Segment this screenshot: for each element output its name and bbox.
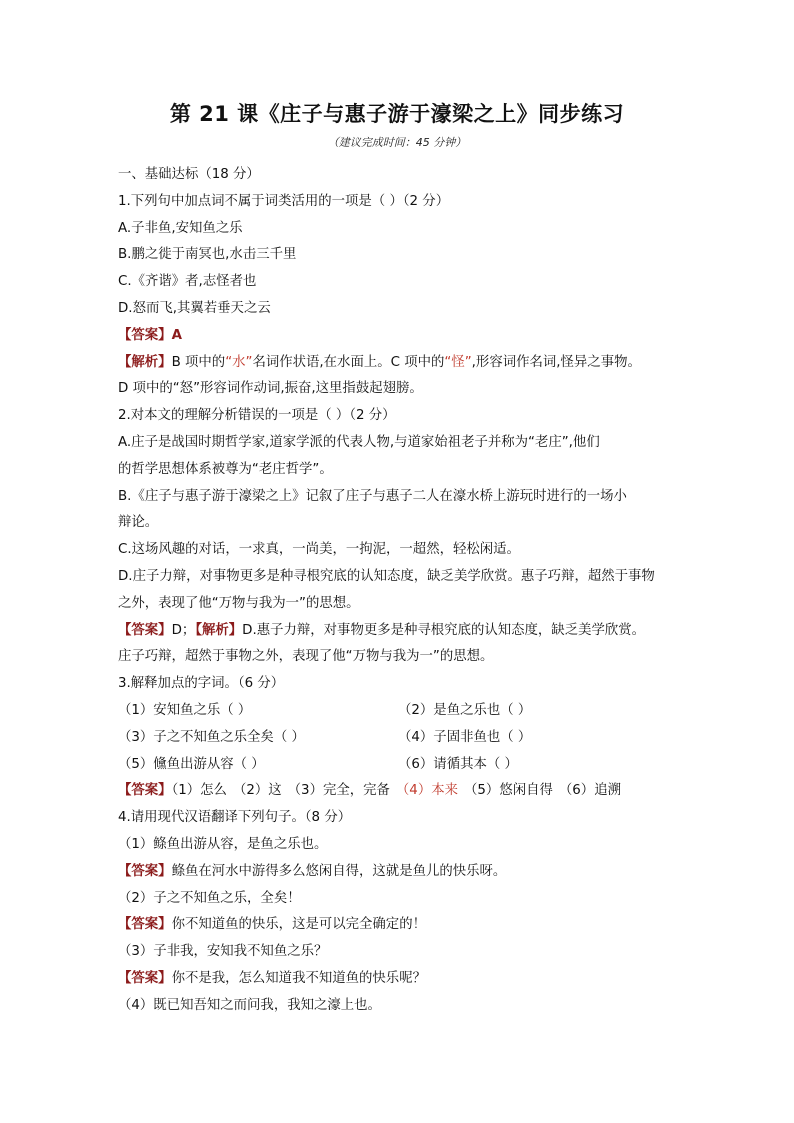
answer-text: 你不是我，怎么知道我不知道鱼的快乐呢？: [171, 970, 426, 986]
q4-item: （3）子非我，安知我不知鱼之乐？: [118, 944, 328, 960]
page-subtitle: （建议完成时间：45 分钟）: [327, 136, 467, 149]
answer-value: D；: [171, 622, 196, 638]
analysis-text: B 项中的: [171, 354, 226, 370]
q1-option-b: B.鹏之徙于南冥也,水击三千里: [118, 247, 297, 263]
question-1-stem: 1.下列句中加点词不属于词类活用的一项是（ ）（2 分）: [118, 193, 450, 209]
answer-value: A: [171, 327, 182, 343]
section-heading: 一、基础达标（18 分）: [118, 167, 260, 182]
q3-row: [118, 725, 678, 752]
q1-analysis-line2: D 项中的“怒”形容词作动词,振奋,这里指鼓起翅膀。: [118, 381, 423, 397]
q3-item: （4）子固非鱼也（ ）: [398, 729, 532, 745]
question-3-stem: 3.解释加点的字词。（6 分）: [118, 676, 285, 692]
q3-row: [118, 698, 678, 725]
answer-text: 你不知道鱼的快乐，这是可以完全确定的！: [171, 917, 426, 933]
q2-option-line: 的哲学思想体系被尊为“老庄哲学”。: [118, 461, 333, 477]
answer-tag: 【答案】: [118, 917, 172, 933]
analysis-tag: 【解析】: [118, 354, 172, 370]
question-2-stem: 2.对本文的理解分析错误的一项是（ ）（2 分）: [118, 408, 396, 424]
q2-option-line: B.《庄子与惠子游于濠梁之上》记叙了庄子与惠子二人在濠水桥上游玩时进行的一场小: [118, 488, 627, 504]
answer-tag: 【答案】: [118, 783, 172, 799]
q2-option-line: A.庄子是战国时期哲学家,道家学派的代表人物,与道家始祖老子并称为“老庄”,他们: [118, 434, 600, 450]
answer-tag: 【答案】: [118, 327, 172, 343]
answer-item: （5）悠闲自得: [464, 783, 553, 799]
q2-option-line: 辩论。: [118, 515, 159, 531]
q2-option-line: 之外，表现了他“万物与我为一”的思想。: [118, 595, 360, 611]
q4-item: （2）子之不知鱼之乐，全矣！: [118, 890, 301, 906]
analysis-highlight: “怪”: [444, 354, 472, 370]
q4-answer: [118, 966, 678, 993]
analysis-text: D.惠子力辩，对事物更多是种寻根究底的认知态度，缺乏美学欣赏。: [242, 622, 646, 638]
q3-row: [118, 752, 678, 779]
analysis-text: ,形容词作名词,怪异之事物。: [471, 354, 641, 370]
answer-tag: 【答案】: [118, 863, 172, 879]
q3-item: （2）是鱼之乐也（ ）: [398, 702, 532, 718]
q1-option-c: C.《齐谐》者,志怪者也: [118, 274, 257, 290]
q1-option-a: A.子非鱼,安知鱼之乐: [118, 220, 243, 236]
answer-item: （1）怎么: [171, 783, 227, 799]
q3-answer: [118, 778, 678, 805]
q1-option-d: D.怒而飞,其翼若垂天之云: [118, 300, 271, 316]
analysis-text: 名词作状语,在水面上。C 项中的: [252, 354, 445, 370]
q2-option-line: C.这场风趣的对话，一求真，一尚美，一拘泥，一超然，轻松闲适。: [118, 542, 520, 558]
question-4-stem: 4.请用现代汉语翻译下列句子。（8 分）: [118, 810, 352, 826]
q4-answer: [118, 912, 678, 939]
document-body: [118, 162, 678, 1020]
q4-item: （1）鲦鱼出游从容，是鱼之乐也。: [118, 836, 328, 852]
answer-tag: 【答案】: [118, 970, 172, 986]
q2-analysis-line2: 庄子巧辩，超然于事物之外，表现了他“万物与我为一”的思想。: [118, 649, 494, 665]
analysis-highlight: “水”: [225, 354, 253, 370]
q4-item: （4）既已知吾知之而问我，我知之濠上也。: [118, 997, 381, 1013]
answer-item: （4）本来: [395, 783, 459, 799]
q3-item: （6）请循其本（ ）: [398, 756, 518, 772]
q1-answer: [118, 323, 678, 350]
q2-answer: [118, 618, 678, 645]
q1-analysis: [118, 350, 678, 377]
q3-item: （3）子之不知鱼之乐全矣（ ）: [118, 729, 305, 745]
answer-tag: 【答案】: [118, 622, 172, 638]
q3-item: （5）儵鱼出游从容（ ）: [118, 756, 265, 772]
page-title: 第 21 课《庄子与惠子游于濠梁之上》同步练习: [169, 102, 625, 126]
analysis-tag: 【解析】: [195, 622, 243, 638]
answer-item: （2）这: [232, 783, 282, 799]
q3-item: （1）安知鱼之乐（ ）: [118, 702, 252, 718]
q2-option-line: D.庄子力辩，对事物更多是种寻根究底的认知态度，缺乏美学欣赏。惠子巧辩，超然于事物: [118, 568, 655, 584]
q4-answer: [118, 859, 678, 886]
answer-item: （3）完全，完备: [287, 783, 390, 799]
answer-text: 鲦鱼在河水中游得多么悠闲自得，这就是鱼儿的快乐呀。: [171, 863, 507, 879]
answer-item: （6）追溯: [558, 783, 621, 799]
